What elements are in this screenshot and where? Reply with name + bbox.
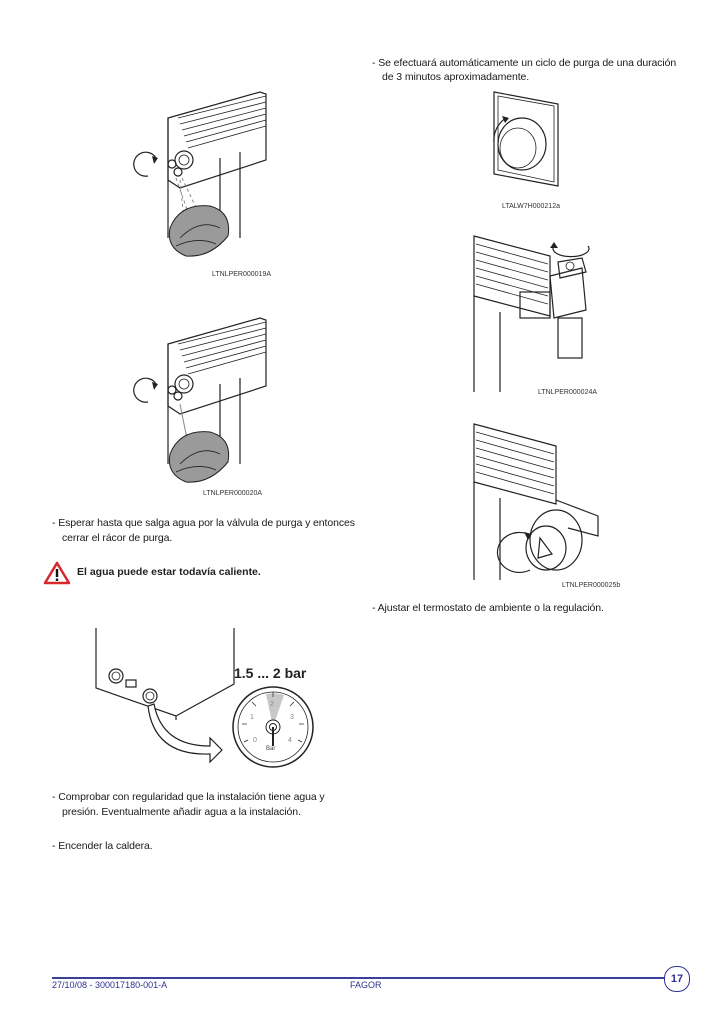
- footer-brand: FAGOR: [350, 980, 382, 990]
- gauge-tick-2: 2: [270, 701, 274, 708]
- page-number: 17: [664, 966, 690, 992]
- room-thermostat-illustration: [476, 84, 566, 194]
- caption-radiator-1: LTNLPER000019A: [212, 271, 272, 278]
- caption-valve: LTNLPER000024A: [538, 389, 598, 396]
- gauge-tick-0: 0: [253, 737, 257, 744]
- gauge-unit-label: Bar: [266, 746, 276, 752]
- pressure-gauge: [230, 684, 316, 770]
- radiator-bleed-illustration-1: [120, 88, 290, 278]
- radiator-valve-illustration: [470, 232, 610, 392]
- pressure-range-label: 1.5 ... 2 bar: [234, 665, 307, 681]
- footer-rule: [52, 977, 664, 979]
- wait-text-line-1: - Esperar hasta que salga agua por la válvula de purga y entonces: [52, 517, 355, 529]
- gauge-tick-1: 1: [250, 714, 254, 721]
- gauge-tick-3: 3: [290, 714, 294, 721]
- ignite-boiler-text: - Encender la caldera.: [52, 840, 153, 852]
- wait-text-line-2: cerrar el rácor de purga.: [62, 532, 173, 544]
- purge-cycle-text-line-2: de 3 minutos aproximadamente.: [382, 71, 530, 83]
- adjust-thermostat-text: - Ajustar el termostato de ambiente o la regulación.: [372, 602, 604, 614]
- warning-triangle-icon: [44, 562, 70, 584]
- caption-thermostat: LTALW7H000212a: [502, 203, 560, 210]
- check-pressure-text-line-1: - Comprobar con regularidad que la instalación tiene agua y: [52, 791, 325, 803]
- caption-radiator-2: LTNLPER000020A: [203, 490, 263, 497]
- thermostatic-head-illustration: [470, 420, 610, 580]
- gauge-tick-4: 4: [288, 737, 292, 744]
- check-pressure-text-line-2: presión. Eventualmente añadir agua a la instalación.: [62, 806, 301, 818]
- radiator-bleed-illustration-2: [120, 314, 290, 494]
- caption-thermo-head: LTNLPER000025b: [562, 582, 621, 589]
- purge-cycle-text-line-1: - Se efectuará automáticamente un ciclo de purga de una duración: [372, 57, 677, 69]
- footer-doc-reference: 27/10/08 - 300017180-001-A: [52, 980, 168, 990]
- warning-text: El agua puede estar todavía caliente.: [77, 566, 261, 578]
